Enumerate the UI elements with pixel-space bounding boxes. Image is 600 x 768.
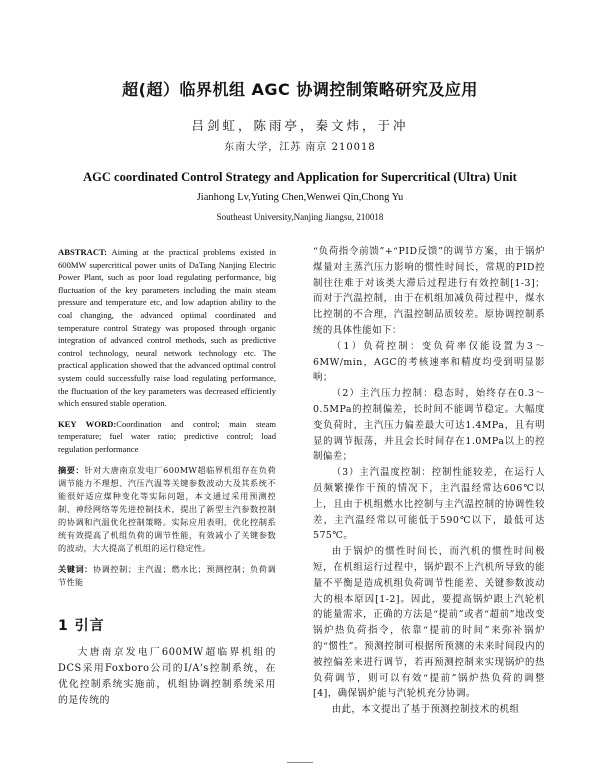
body-paragraph: 由此，本文提出了基于预测控制技术的机组 bbox=[331, 704, 520, 716]
body-paragraph: 由于锅炉的惯性时间长，而汽机的惯性时间极短，在机组运行过程中，锅炉跟不上汽机所导致的能量不平衡是造成机组负荷调节性能差、关键参数波动大的根本原因[1-2]。因此，要提高锅炉跟上汽轮机的能量需求，正确的方法是“提前”或者“超前”地改变锅炉热负荷指令，依靠“提前的时间”来弥补锅炉的“惯性”。预测控制可根据所预测的未来时间段内的被控偏差来进行调节，若再预测控制来实现锅炉的热负荷调节，则可以有效“提前”锅炉热负荷的调整[4]，确保锅炉能与汽轮机充分协调。 bbox=[313, 546, 545, 700]
left-column bbox=[58, 246, 276, 709]
paper-title-en: AGC coordinated Control Strategy and Application for Supercritical (Ultra) Unit bbox=[83, 170, 517, 184]
right-column bbox=[313, 244, 545, 718]
affiliation-cn: 东南大学，江苏 南京 210018 bbox=[224, 142, 376, 153]
keywords-cn-text: 协调控制；主汽温；燃水比；预测控制；负荷调节性能 bbox=[58, 563, 276, 587]
abstract-en-text: Aiming at the practical problems existed in 600MW supercritical power units of DaTang Nanjing Electric Power Plant, such as poor load regulating performance, big fluctuation of the key parameters including the main steam pressure and temperature etc, and low adaption ability to the coal changing, the advanced optimal coordinated and temperature control Strategy was proposed through organic integration of advanced control methods, such as predictive control technology, neural network technology etc. The practical application showed that the advanced optimal control system could successfully raise load regulating performance, the fluctuation of the key parameters was decreased efficiently which ensured stable operation. bbox=[58, 247, 276, 409]
keywords-cn-label: 关键词： bbox=[58, 563, 93, 574]
body-paragraph: （3）主汽温度控制：控制性能较差，在运行人员频繁操作干预的情况下，主汽温经常达606℃以上，且由于机组燃水比控制与主汽温控制的协调性较差，主汽温经常以可能低于590℃以下，最低可达575℃。 bbox=[313, 467, 545, 542]
page-footer-rule bbox=[287, 762, 313, 767]
keywords-cn bbox=[58, 563, 276, 589]
abstract-en bbox=[58, 246, 276, 410]
paper-title-cn: 超(超）临界机组 AGC 协调控制策略研究及应用 bbox=[122, 80, 478, 99]
keywords-en bbox=[58, 418, 276, 456]
section-heading-introduction: 1 引言 bbox=[58, 617, 105, 634]
affiliation-en: Southeast University,Nanjing Jiangsu, 210018 bbox=[216, 212, 384, 222]
abstract-cn bbox=[58, 464, 276, 555]
abstract-en-label: ABSTRACT: bbox=[58, 247, 108, 257]
body-paragraph: “负荷指令前馈”+“PID反馈”的调节方案，由于锅炉煤量对主蒸汽压力影响的惯性时间长，常规的PID控制往往难于对该类大滞后过程进行有效控制[1-3]；而对于汽温控制，由于在机组加减负荷过程中，煤水比控制的不合理，汽温控制品质较差。原协调控制系统的具体性能如下： bbox=[313, 246, 545, 336]
intro-paragraph: 大唐南京发电厂600MW超临界机组的DCS采用Foxboro公司的I/A's控制系统，在优化控制系统实施前，机组协调控制系统采用的是传统的 bbox=[58, 646, 276, 707]
abstract-cn-label: 摘要： bbox=[58, 464, 85, 475]
body-paragraph: （1）负荷控制：变负荷率仅能设置为3～6MW/min，AGC的考核速率和精度均受到明显影响； bbox=[313, 340, 545, 384]
keywords-en-text: Coordination and control; main steam temperature; fuel water ratio; predictive control; load regulation performance bbox=[58, 418, 276, 454]
body-paragraph: （2）主汽压力控制：稳态时，始终存在0.3～0.5MPa的控制偏差，长时间不能调节稳定。大幅度变负荷时，主汽压力偏差最大可达1.4MPa，且有明显的调节振荡，并且会长时间存在1.0MPa以上的控制偏差； bbox=[313, 388, 545, 463]
keywords-en-label: KEY WORD: bbox=[58, 418, 117, 429]
authors-cn: 吕剑虹，陈雨亭，秦文炜，于冲 bbox=[191, 118, 409, 133]
abstract-cn-text: 针对大唐南京发电厂600MW超临界机组存在负荷调节能力不理想、汽压汽温等关键参数波动大及其系统不能很好适应煤种变化等实际问题，本文通过采用预测控制、神经网络等先进控制技术，提出了新型主汽参数控制的协调和汽温优化控制策略。实际应用表明，优化控制系统有效提高了机组负荷的调节性能，有效减小了关键参数的波动，大大提高了机组的运行稳定性。 bbox=[58, 464, 276, 553]
authors-en: Jianhong Lv,Yuting Chen,Wenwei Qin,Chong Yu bbox=[196, 192, 404, 203]
